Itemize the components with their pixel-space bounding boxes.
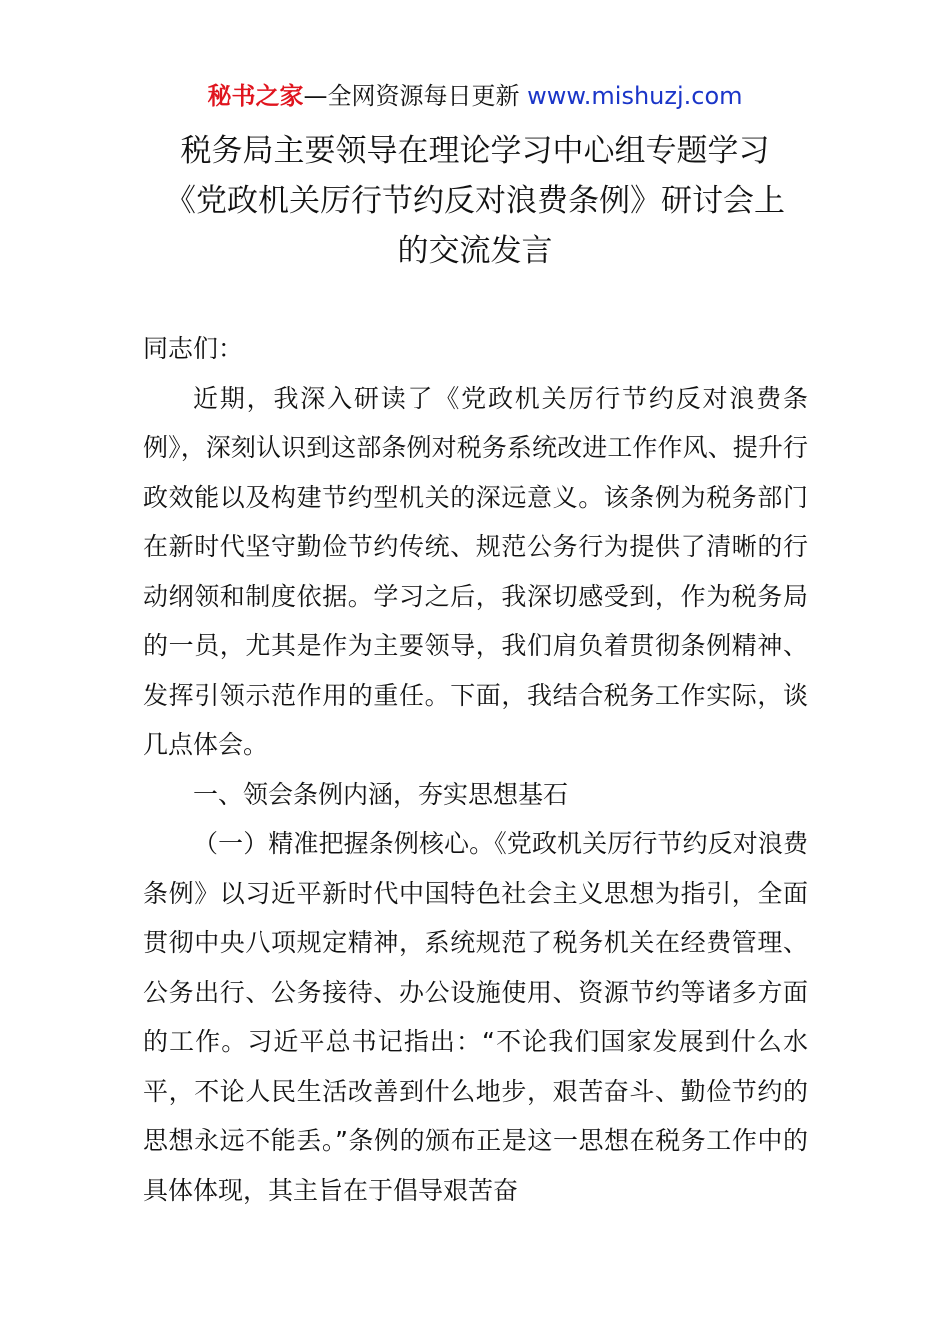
title-line-2: 《党政机关厉行节约反对浪费条例》研讨会上	[165, 183, 785, 219]
section-heading-1: 一、领会条例内涵，夯实思想基石	[193, 779, 569, 809]
banner-slogan: —全网资源每日更新	[303, 82, 520, 110]
document-body	[143, 324, 808, 1215]
title-line-1: 税务局主要领导在理论学习中心组专题学习	[180, 133, 770, 169]
title-line-3: 的交流发言	[397, 233, 553, 269]
paragraph-intro: 近期，我深入研读了《党政机关厉行节约反对浪费条例》，深刻认识到这部条例对税务系统改进工作作风、提升行政效能以及构建节约型机关的深远意义。该条例为税务部门在新时代坚守勤俭节约传统、规范公务行为提供了清晰的行动纲领和制度依据。学习之后，我深切感受到，作为税务局的一员，尤其是作为主要领导，我们肩负着贯彻条例精神、发挥引领示范作用的重任。下面，我结合税务工作实际，谈几点体会。	[143, 383, 808, 759]
site-banner	[0, 80, 950, 112]
brand-name: 秘书之家	[207, 82, 304, 110]
document-title	[120, 126, 830, 276]
salutation: 同志们：	[143, 334, 244, 363]
paragraph-section-1-1: （一）精准把握条例核心。《党政机关厉行节约反对浪费条例》以习近平新时代中国特色社会主义思想为指引，全面贯彻中央八项规定精神，系统规范了税务机关在经费管理、公务出行、公务接待、办公设施使用、资源节约等诸多方面的工作。习近平总书记指出：“不论我们国家发展到什么水平，不论人民生活改善到什么地步，艰苦奋斗、勤俭节约的思想永远不能丢。”条例的颁布正是这一思想在税务工作中的具体体现，其主旨在于倡导艰苦奋	[143, 829, 808, 1205]
site-url-link[interactable]: www.mishuzj.com	[527, 82, 743, 110]
